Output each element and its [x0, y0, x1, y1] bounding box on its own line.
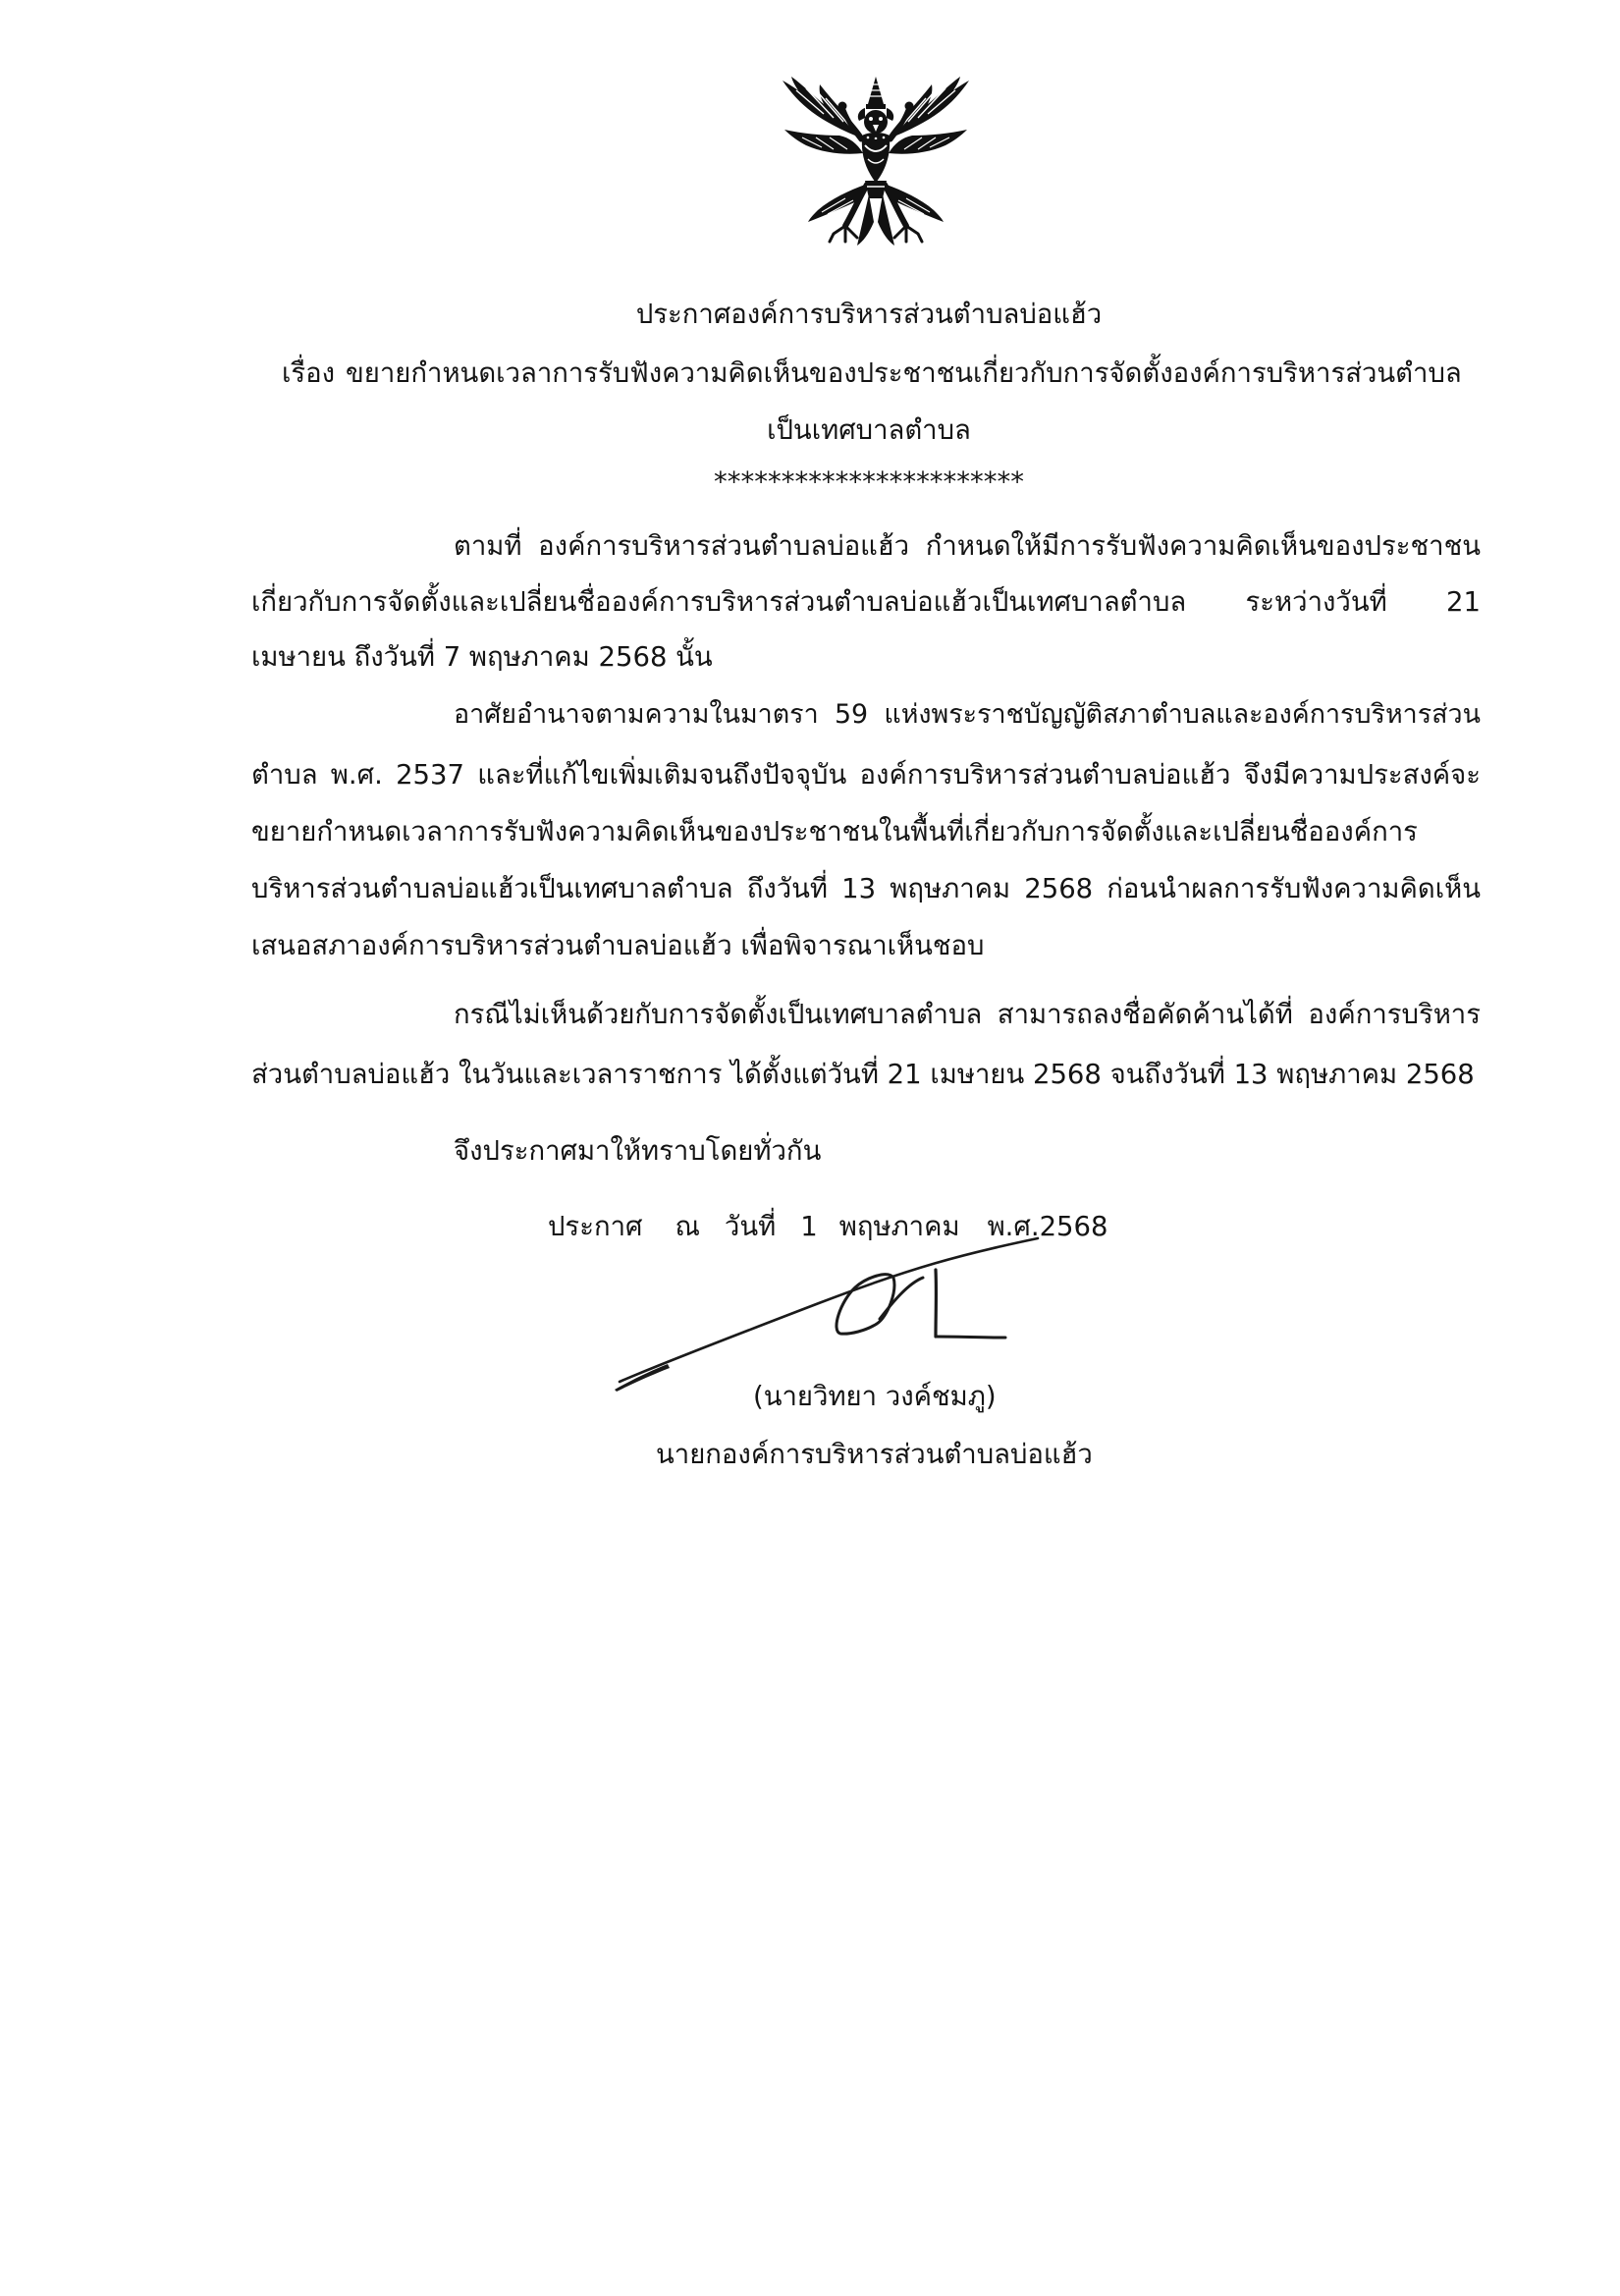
- subject-label: เรื่อง: [282, 357, 336, 389]
- paragraph1-line1: ตามที่ องค์การบริหารส่วนตำบลบ่อแฮ้ว กำหนดให้มีการรับฟังความคิดเห็นของประชาชน: [454, 530, 1481, 562]
- paragraph2-line4: บริหารส่วนตำบลบ่อแฮ้วเป็นเทศบาลตำบล ถึงวันที่ 13 พฤษภาคม 2568 ก่อนนำผลการรับฟังความคิดเห็น: [251, 873, 1481, 904]
- signer-name: (นายวิทยา วงค์ชมภู): [753, 1381, 997, 1412]
- subject-continuation: เป็นเทศบาลตำบล: [767, 414, 971, 446]
- paragraph1-line3: เมษายน ถึงวันที่ 7 พฤษภาคม 2568 นั้น: [251, 641, 713, 673]
- paragraph2-line5: เสนอสภาองค์การบริหารส่วนตำบลบ่อแฮ้ว เพื่อพิจารณาเห็นชอบ: [251, 930, 985, 961]
- paragraph3-line2: ส่วนตำบลบ่อแฮ้ว ในวันและเวลาราชการ ได้ตั้งแต่วันที่ 21 เมษายน 2568 จนถึงวันที่ 13 พฤษภาคม 2568: [251, 1059, 1475, 1090]
- paragraph3-line1: กรณีไม่เห็นด้วยกับการจัดตั้งเป็นเทศบาลตำบล สามารถลงชื่อคัดค้านได้ที่ องค์การบริหาร: [454, 999, 1481, 1030]
- date-at-word: ณ: [675, 1211, 700, 1242]
- paragraph2-line3: ขยายกำหนดเวลาการรับฟังความคิดเห็นของประชาชนในพื้นที่เกี่ยวกับการจัดตั้งและเปลี่ยนชื่อองค์การ: [251, 816, 1418, 847]
- date-day: 1: [800, 1211, 818, 1242]
- date-year: พ.ศ.2568: [987, 1211, 1108, 1242]
- date-announce-word: ประกาศ: [548, 1211, 643, 1242]
- signature: [609, 1223, 1060, 1394]
- closing-statement: จึงประกาศมาให้ทราบโดยทั่วกัน: [454, 1135, 822, 1167]
- paragraph2-line1: อาศัยอำนาจตามความในมาตรา 59 แห่งพระราชบัญญัติสภาตำบลและองค์การบริหารส่วน: [454, 699, 1481, 730]
- announcement-title: ประกาศองค์การบริหารส่วนตำบลบ่อแฮ้ว: [635, 299, 1103, 330]
- paragraph2-line2: ตำบล พ.ศ. 2537 และที่แก้ไขเพิ่มเติมจนถึงปัจจุบัน องค์การบริหารส่วนตำบลบ่อแฮ้ว จึงมีความประสงค์จะ: [251, 759, 1481, 791]
- paragraph1-line2: เกี่ยวกับการจัดตั้งและเปลี่ยนชื่อองค์การบริหารส่วนตำบลบ่อแฮ้วเป็นเทศบาลตำบล ระหว่างวันที่ 21: [251, 586, 1481, 618]
- separator-asterisks: ***********************: [714, 466, 1024, 498]
- date-day-label: วันที่: [724, 1211, 777, 1242]
- date-month: พฤษภาคม: [838, 1211, 960, 1242]
- signer-position: นายกองค์การบริหารส่วนตำบลบ่อแฮ้ว: [656, 1439, 1093, 1470]
- garuda-emblem: [763, 75, 989, 251]
- subject-text: ขยายกำหนดเวลาการรับฟังความคิดเห็นของประชาชนเกี่ยวกับการจัดตั้งองค์การบริหารส่วนตำบล: [346, 357, 1462, 389]
